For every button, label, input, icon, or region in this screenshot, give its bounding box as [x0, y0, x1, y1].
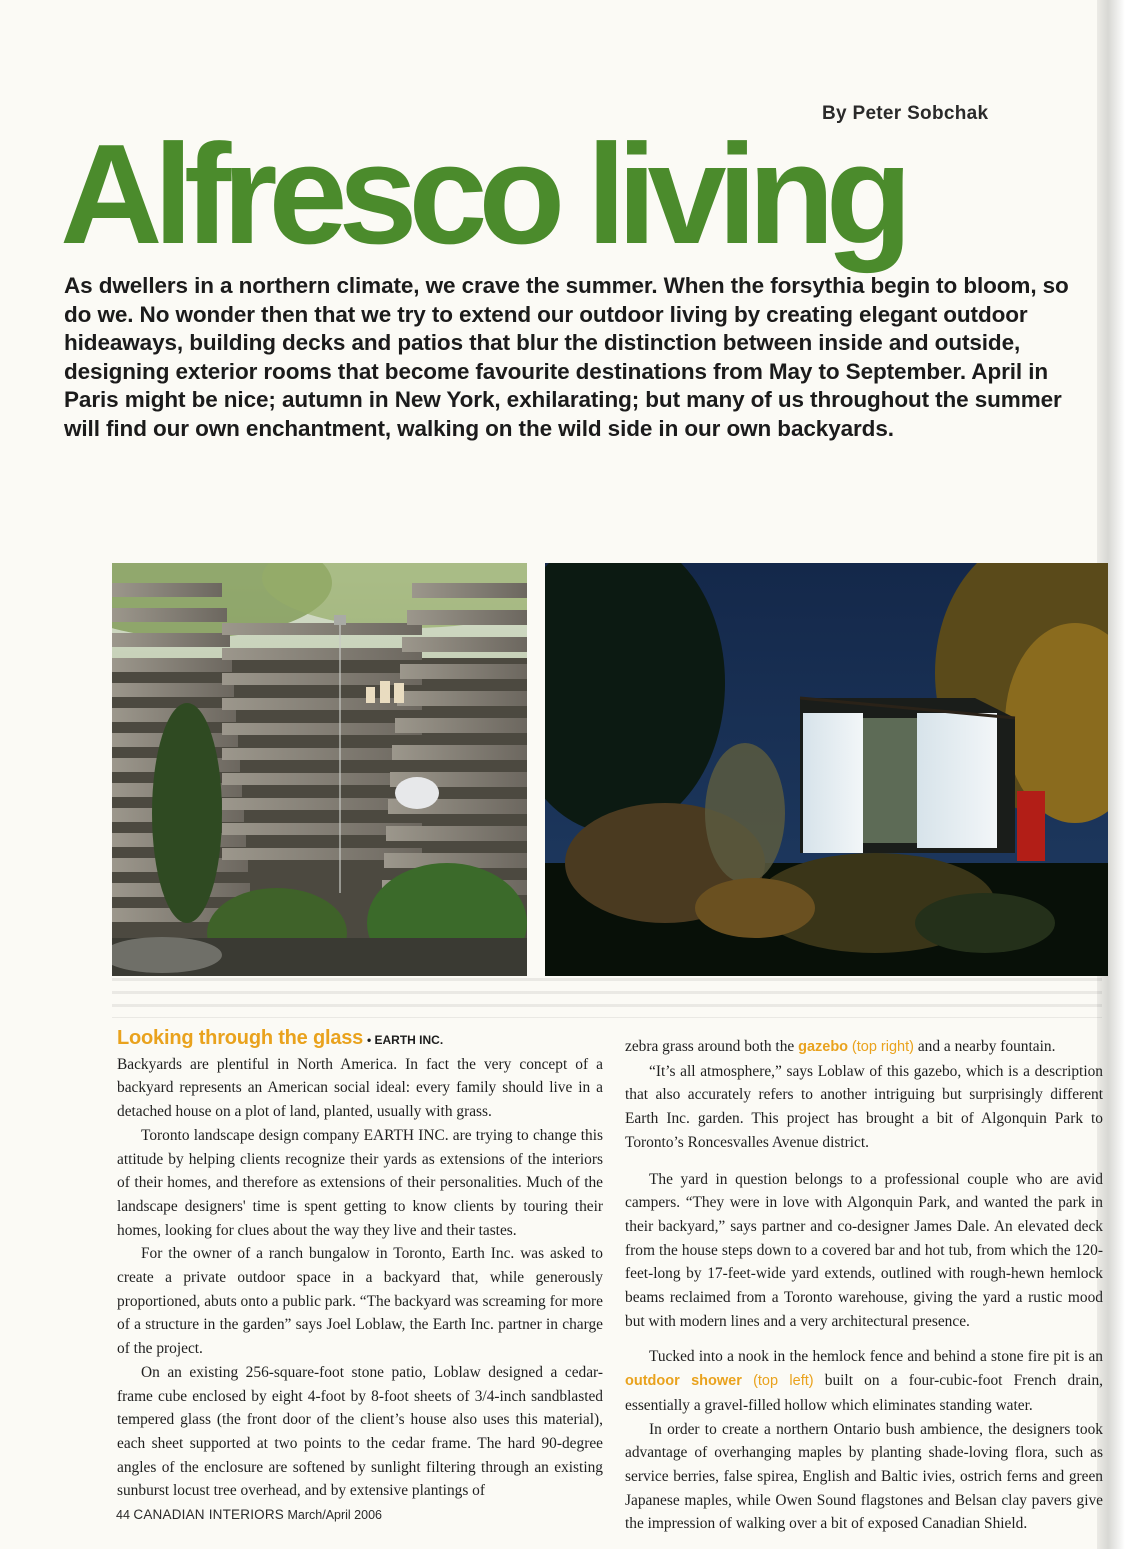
article-title: Alfresco living: [60, 115, 904, 274]
section-credit: • EARTH INC.: [366, 1033, 444, 1047]
text-run: Tucked into a nook in the hemlock fence and behind a stone fire pit is an: [649, 1348, 1103, 1366]
gazebo-highlight: gazebo: [798, 1039, 849, 1055]
paragraph: “It’s all atmosphere,” says Loblaw of this gazebo, which is a description that also accurately refers to another intriguing but surprisingly different Earth Inc. garden. This project has brought a bit of Algonquin Park to Toronto’s Roncesvalles Avenue district.: [625, 1062, 1103, 1151]
section-heading: Looking through the glass: [117, 1027, 364, 1049]
text-run: and a nearby fountain.: [913, 1038, 1056, 1055]
byline: By Peter Sobchak: [822, 103, 989, 124]
outdoor-shower-highlight: outdoor shower: [625, 1373, 742, 1390]
article-deck: As dwellers in a northern climate, we crave the summer. When the forsythia begin to bloom, so do we. No wonder then that we try to extend our outdoor living by creating elegant outdoor hideaways, building decks and patios that blur the distinction between inside and outside, designing exterior rooms that become favourite destinations from May to September. April in Paris might be nice; autumn in New York, exhilarating; but many of us throughout the summer will find our own enchantment, walking on the wild side in our own backyards.: [64, 273, 1069, 441]
paragraph: [625, 1345, 1103, 1417]
shower-photo-ref: (top left): [753, 1373, 814, 1390]
body-column-left: [117, 1027, 603, 1503]
issue-date: March/April 2006: [287, 1508, 382, 1522]
paragraph: For the owner of a ranch bungalow in Toronto, Earth Inc. was asked to create a private outdoor space in a backyard that, while generously proportioned, abuts onto a public park. “The backyard was screaming for more of a structure in the garden” says Joel Loblaw, the Earth Inc. partner in charge of the project.: [117, 1245, 603, 1358]
text-run: built on a four-cubic-foot French drain, essentially a gravel-filled hollow which eliminates standing water.: [625, 1372, 1103, 1414]
text-run: zebra grass around both the: [625, 1038, 799, 1055]
section-heading-line: [117, 1027, 603, 1053]
body-column-right: [625, 1035, 1103, 1536]
paragraph: On an existing 256-square-foot stone patio, Loblaw designed a cedar-frame cube enclosed by eight 4-foot by 8-foot sheets of 3/4-inch sandblasted tempered glass (the front door of the client’s house also uses this material), each sheet supported at two points to the cedar frame. The hard 90-degree angles of the enclosure are softened by sunlight filtering through an existing sunburst locust tree overhead, and by extensive plantings of: [117, 1363, 603, 1500]
page-number: 44: [116, 1508, 130, 1522]
gazebo-photo: [545, 563, 1108, 976]
paragraph: In order to create a northern Ontario bush ambience, the designers took advantage of overhanging maples by planting shade-loving flora, such as service berries, false spirea, English and Baltic ivies, ostrich ferns and green Japanese maples, while Owen Sound flagstones and Belsan clay pavers give the impression of walking over a bit of exposed Canadian Shield.: [625, 1420, 1103, 1533]
bleed-through-text: [112, 978, 1102, 1018]
paragraph: [625, 1035, 1103, 1060]
page-footer: [116, 1507, 382, 1522]
paragraph: Toronto landscape design company EARTH INC. are trying to change this attitude by helping clients recognize their yards as extensions of the interiors of their homes, and therefore as extensions of their personalities. Much of the landscape designers' time is spent getting to know clients by touring their homes, looking for clues about the way they live and their tastes.: [117, 1126, 603, 1239]
paragraph: Backyards are plentiful in North America. In fact the very concept of a backyard represents an American social ideal: every family should live in a detached house on a plot of land, planted, usually with grass.: [117, 1055, 603, 1121]
outdoor-shower-photo: [112, 563, 527, 976]
publication-name: CANADIAN INTERIORS: [133, 1507, 285, 1522]
paragraph: The yard in question belongs to a professional couple who are avid campers. “They were in love with Algonquin Park, and wanted the park in their backyard,” says partner and co-designer James Dale. An elevated deck from the house steps down to a covered bar and hot tub, from which the 120-feet-long by 17-feet-wide yard extends, outlined with rough-hewn hemlock beams reclaimed from a Toronto warehouse, giving the yard a rustic mood but with modern lines and a very architectural presence.: [625, 1170, 1103, 1330]
gazebo-photo-ref: (top right): [851, 1039, 914, 1055]
